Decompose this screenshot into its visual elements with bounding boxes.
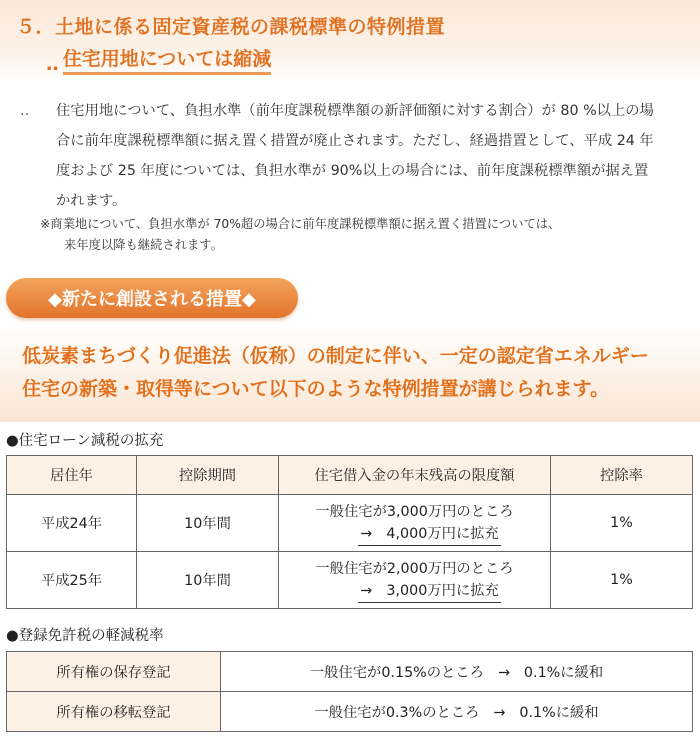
note <box>40 214 660 256</box>
paragraph-bullet: ‥ <box>20 103 30 119</box>
arrow-icon: → <box>497 664 510 681</box>
limit-line-1: 一般住宅が3,000万円のところ <box>315 503 514 520</box>
subtitle-dots: ‥ <box>46 53 59 75</box>
cell-period: 10年間 <box>137 552 279 609</box>
note-line-1: ※商業地について、負担水準が 70%超の場合に前年度課税標準額に据え置く措置については、 <box>40 217 561 231</box>
body-paragraph: 住宅用地について、負担水準（前年度課税標準額の新評価額に対する割合）が 80 %以上の場合に前年度課税標準額に据え置く措置が廃止されます。ただし、経過措置として、平成 24 年度および 25 年度については、負担水準が 90%以上の場合には、前年度課税標準額が据え置かれます。 <box>56 103 654 209</box>
cell-rate-change <box>221 692 693 732</box>
lead-line-2: 住宅の新築・取得等について以下のような特例措置が講じられます。 <box>22 378 610 400</box>
limit-line-2: → 3,000万円に拡充 <box>358 580 501 603</box>
cell-rate-change <box>221 652 693 692</box>
tax-section-title: ●登録免許税の軽減税率 <box>6 628 164 644</box>
loan-table <box>6 455 693 609</box>
header-period: 控除期間 <box>137 456 279 495</box>
header-rate: 控除率 <box>551 456 693 495</box>
tax-table <box>6 651 693 732</box>
lead-line-1: 低炭素まちづくり促進法（仮称）の制定に伴い、一定の認定省エネルギー <box>22 345 649 367</box>
cell-year: 平成25年 <box>7 552 137 609</box>
lead-text <box>22 340 692 406</box>
cell-rate: 1% <box>551 495 693 552</box>
cell-label: 所有権の保存登記 <box>7 652 221 692</box>
subtitle-text: 住宅用地については縮減 <box>63 44 272 75</box>
table-row <box>7 692 693 732</box>
rate-to: 0.1%に緩和 <box>523 664 604 681</box>
limit-line-1: 一般住宅が2,000万円のところ <box>315 560 514 577</box>
cell-limit <box>279 552 551 609</box>
rate-from: 一般住宅が0.3%のところ <box>314 704 480 721</box>
rate-from: 一般住宅が0.15%のところ <box>309 664 484 681</box>
table-row <box>7 652 693 692</box>
new-measures-badge: ◆新たに創設される措置◆ <box>6 278 298 318</box>
note-line-2: 来年度以降も継続されます。 <box>64 238 223 252</box>
cell-limit <box>279 495 551 552</box>
cell-period: 10年間 <box>137 495 279 552</box>
cell-year: 平成24年 <box>7 495 137 552</box>
arrow-icon: → <box>493 704 506 721</box>
table-row <box>7 552 693 609</box>
limit-line-2: → 4,000万円に拡充 <box>358 523 501 546</box>
section-title: ５．土地に係る固定資産税の課税標準の特例措置 <box>16 16 446 38</box>
cell-label: 所有権の移転登記 <box>7 692 221 732</box>
table-row <box>7 495 693 552</box>
header-year: 居住年 <box>7 456 137 495</box>
section-subtitle <box>46 44 271 75</box>
rate-to: 0.1%に緩和 <box>519 704 599 721</box>
header-limit: 住宅借入金の年末残高の限度額 <box>279 456 551 495</box>
cell-rate: 1% <box>551 552 693 609</box>
loan-table-header-row <box>7 456 693 495</box>
loan-section-title: ●住宅ローン減税の拡充 <box>6 433 164 449</box>
